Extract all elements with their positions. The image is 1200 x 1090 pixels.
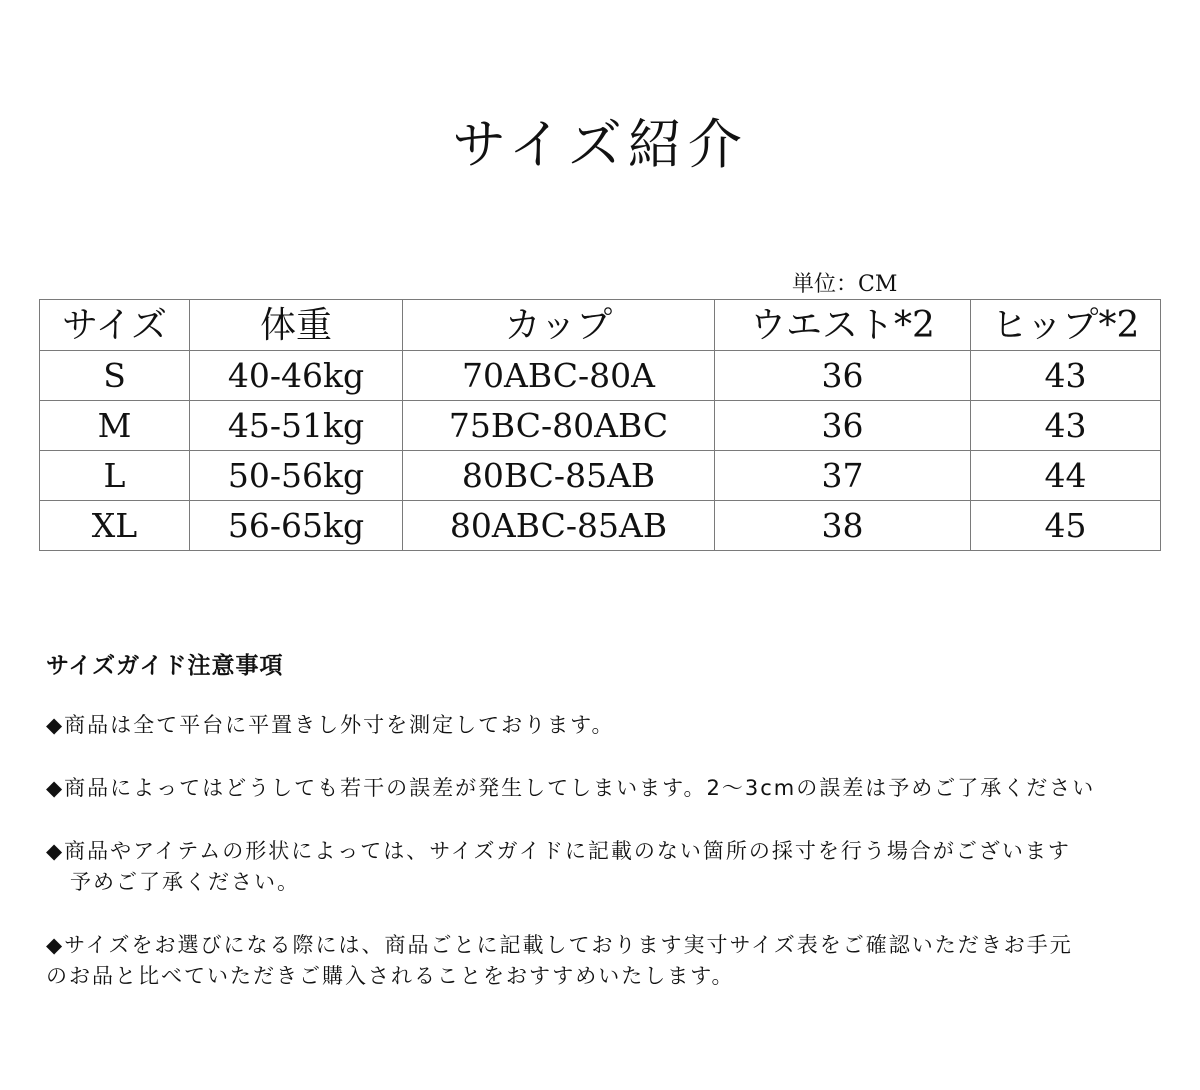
- cell-hip: 44: [971, 451, 1161, 501]
- table-header-row: [40, 300, 1161, 351]
- cell-hip: 43: [971, 351, 1161, 401]
- cell-size: M: [40, 401, 190, 451]
- header-waist: ウエスト*2: [715, 300, 971, 351]
- table-row: [40, 351, 1161, 401]
- note-item: [46, 836, 1156, 898]
- cell-cup: 70ABC-80A: [403, 351, 715, 401]
- page-title: サイズ紹介: [452, 113, 748, 176]
- cell-weight: 56-65kg: [190, 501, 403, 551]
- note-text: ◆商品やアイテムの形状によっては、サイズガイドに記載のない箇所の採寸を行う場合がございます: [46, 839, 1071, 863]
- cell-cup: 80ABC-85AB: [403, 501, 715, 551]
- note-text: ◆商品は全て平台に平置きし外寸を測定しております。: [46, 713, 615, 737]
- table-row: [40, 451, 1161, 501]
- size-table: [39, 299, 1161, 551]
- cell-waist: 36: [715, 351, 971, 401]
- notes-heading: サイズガイド注意事項: [46, 653, 284, 679]
- table-row: [40, 501, 1161, 551]
- cell-size: S: [40, 351, 190, 401]
- table-row: [40, 401, 1161, 451]
- header-cup: カップ: [403, 300, 715, 351]
- note-text-continued: 予めご了承ください。: [70, 870, 300, 894]
- cell-cup: 75BC-80ABC: [403, 401, 715, 451]
- cell-weight: 45-51kg: [190, 401, 403, 451]
- note-item: [46, 930, 1156, 992]
- cell-hip: 45: [971, 501, 1161, 551]
- cell-size: L: [40, 451, 190, 501]
- header-hip: ヒップ*2: [971, 300, 1161, 351]
- cell-weight: 40-46kg: [190, 351, 403, 401]
- cell-cup: 80BC-85AB: [403, 451, 715, 501]
- cell-hip: 43: [971, 401, 1161, 451]
- cell-waist: 37: [715, 451, 971, 501]
- unit-label: 単位：CM: [792, 272, 898, 297]
- note-item: [46, 773, 1156, 804]
- note-text: ◆商品によってはどうしても若干の誤差が発生してしまいます。2〜3cmの誤差は予めご了承ください: [46, 776, 1096, 800]
- note-item: [46, 710, 1156, 741]
- note-text: ◆サイズをお選びになる際には、商品ごとに記載しております実寸サイズ表をご確認いただきお手元: [46, 933, 1073, 957]
- cell-waist: 36: [715, 401, 971, 451]
- note-text-continued: のお品と比べていただきご購入されることをおすすめいたします。: [46, 964, 735, 988]
- cell-size: XL: [40, 501, 190, 551]
- header-size: サイズ: [40, 300, 190, 351]
- cell-weight: 50-56kg: [190, 451, 403, 501]
- header-weight: 体重: [190, 300, 403, 351]
- size-guide-notes: [46, 646, 1156, 1024]
- cell-waist: 38: [715, 501, 971, 551]
